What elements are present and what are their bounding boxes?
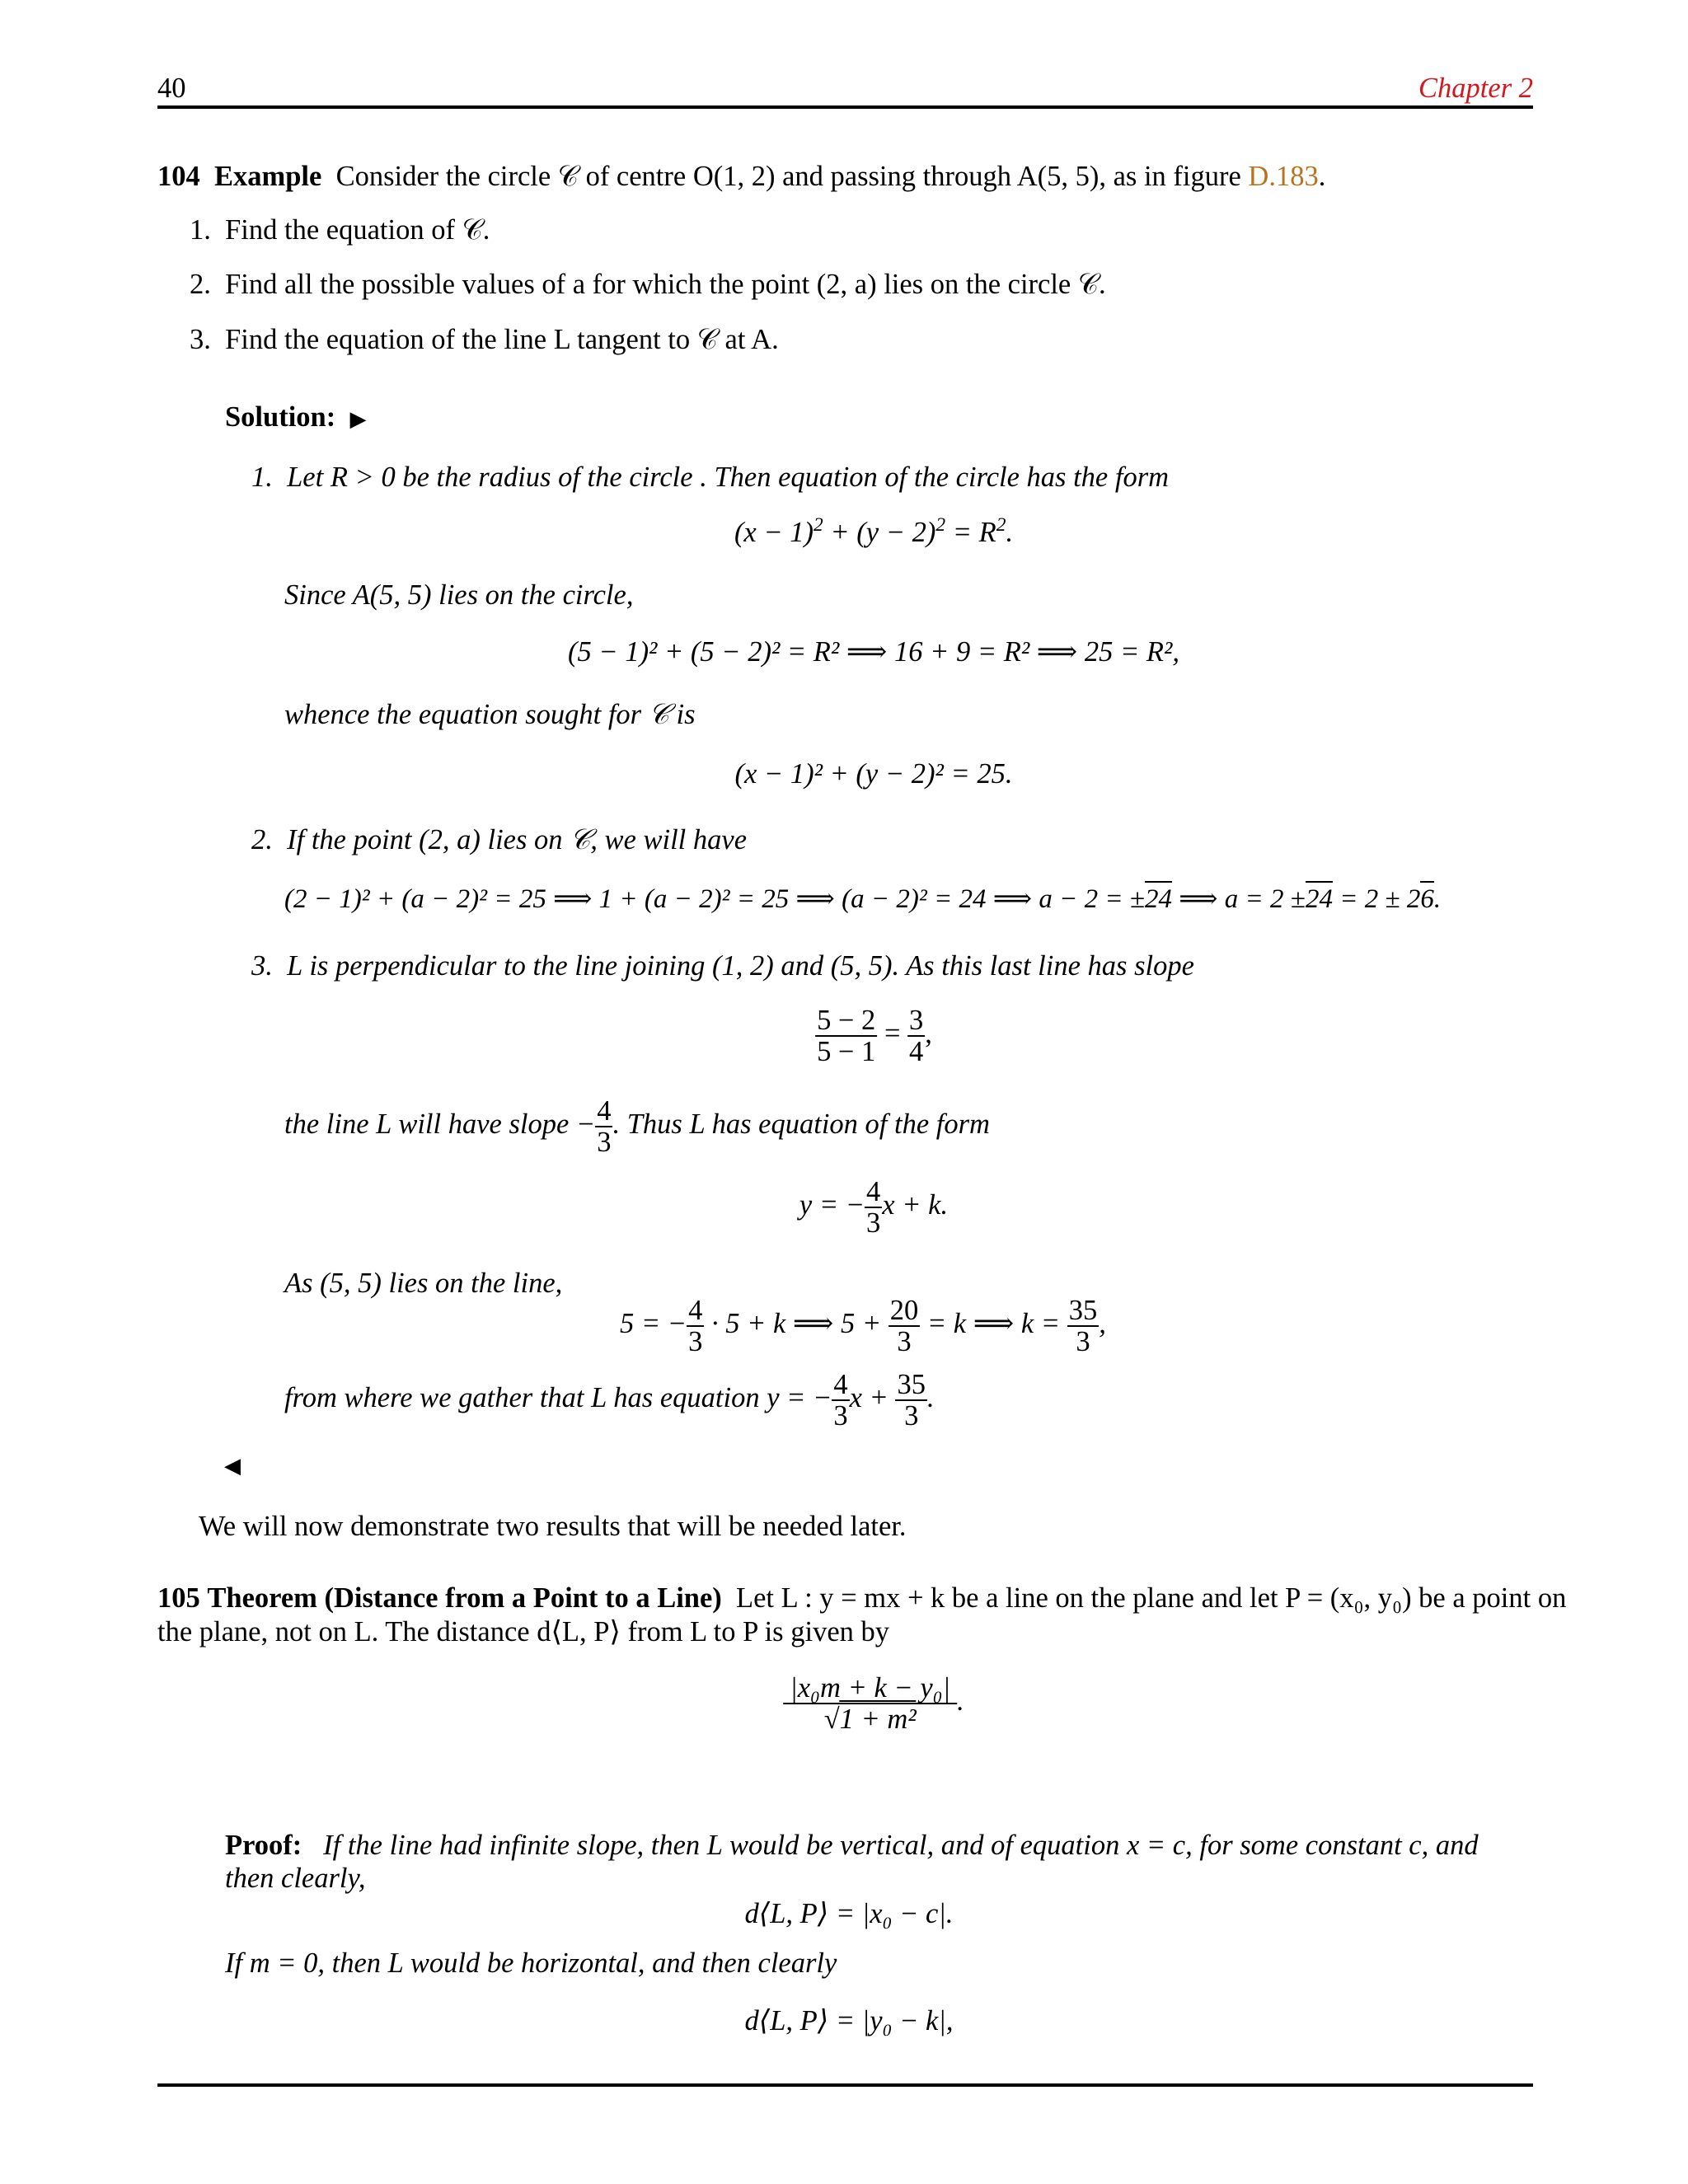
final-fraction-1 [832,1370,849,1431]
equation-a-values [284,884,1441,916]
eq-part: , [925,1018,932,1050]
solution-step-2: 2. If the point (2, a) lies on 𝒞, we will have [251,824,748,855]
theorem-text-line-2: the plane, not on L. The distance d⟨L, P⟩ from L to P is given by [157,1616,890,1647]
text-part: x + [849,1382,889,1414]
equation-circle-final: (x − 1)² + (y − 2)² = 25. [734,758,1013,790]
example-number: 104 [157,161,200,192]
item-number: 2. [190,269,211,300]
numerator: 4 [866,1176,881,1207]
eq-part: (x − 1) [734,517,814,548]
eq-part: . [1433,884,1442,914]
solution-end-marker: ◀ [224,1454,241,1478]
numerator: |x₀m + k − y₀| [783,1673,957,1704]
since-text: Since A(5, 5) lies on the circle, [284,579,634,611]
whence-text: whence the equation sought for 𝒞 is [284,699,696,730]
example-item-2 [190,269,1106,302]
denominator: 3 [1076,1326,1090,1358]
eq-part: = k ⟹ k = [926,1308,1061,1340]
calc-fraction-3 [1067,1296,1100,1357]
solution-start-marker: ▶ [349,407,367,431]
eq-part: 5 = − [620,1308,687,1340]
final-equation-text [284,1370,935,1431]
eq-part: ⟹ a = 2 ± [1171,884,1306,914]
equation-line-form [799,1177,948,1238]
item-text: Find the equation of 𝒞. [225,214,490,246]
numerator: 4 [833,1369,848,1400]
solution-label: Solution: [225,401,336,433]
text-part: . Thus L has equation of the form [612,1108,990,1141]
solution-step-1: 1. Let R > 0 be the radius of the circle . Then equation of the circle has the form [251,462,1170,493]
footer-rule [157,2083,1533,2087]
eq-part: + (y − 2) [823,517,936,548]
numerator: 5 − 2 [817,1005,876,1036]
denominator [783,1704,957,1734]
item-number: 1. [190,214,211,246]
eq-part: , [1099,1308,1106,1340]
as-point-text: As (5, 5) lies on the line, [284,1268,563,1299]
final-fraction-2 [895,1370,927,1431]
denominator: 3 [904,1400,919,1432]
perp-fraction [595,1096,612,1157]
eq-part: (2 − 1)² + (a − 2)² = 25 ⟹ 1 + (a − 2)² = 25 ⟹ (a − 2)² = 24 ⟹ a − 2 = ± [284,884,1145,914]
slope-result-fraction [907,1005,925,1066]
step-text: Let R > 0 be the radius of the circle . Then equation of the circle has the form [287,462,1170,493]
proof-line-2: then clearly, [225,1863,366,1894]
eq-part: x + k. [882,1189,949,1221]
item-number: 3. [190,324,211,355]
slope-fraction [815,1005,877,1066]
distance-formula [783,1673,964,1734]
distance-fraction [783,1673,957,1734]
theorem-text-line: Let L : y = mx + k be a line on the plane and let P = (x₀, y₀) be a point on [736,1582,1567,1614]
proof-label: Proof: [225,1830,302,1861]
text-part: the line L will have slope − [284,1108,596,1141]
step-text: If the point (2, a) lies on 𝒞, we will have [287,824,748,855]
denominator: 3 [866,1207,881,1240]
eq-part: y = − [799,1189,865,1221]
eq-part: . [957,1685,964,1718]
text-part: . [926,1382,935,1414]
theorem-title: Theorem (Distance from a Point to a Line) [207,1582,722,1614]
calc-fraction-2 [889,1296,921,1357]
solution-step-3: 3. L is perpendicular to the line joining (1, 2) and (5, 5). As this last line has slope [251,950,1194,982]
chapter-link[interactable]: Chapter 2 [1418,73,1533,104]
equation-radius: (5 − 1)² + (5 − 2)² = R² ⟹ 16 + 9 = R² ⟹ 25 = R², [568,636,1179,668]
eq-part: = R [945,517,996,548]
equation-slope [815,1005,932,1066]
denominator: 5 − 1 [817,1036,876,1068]
example-label: Example [214,161,322,192]
sqrt-part: 6 [1420,881,1434,914]
example-heading: 104 Example Consider the circle 𝒞 of centre O(1, 2) and passing through A(5, 5), as in figure D.183. [157,161,1326,192]
eq-part: = 2 ± 2 [1332,884,1421,914]
theorem-number: 105 [157,1582,200,1614]
example-item-3 [190,324,779,357]
eq-part: · 5 + k ⟹ 5 + [710,1308,882,1340]
equation-k-calc [620,1296,1106,1357]
sqrt-symbol: √ [823,1704,840,1736]
numerator: 4 [688,1295,703,1326]
numerator: 3 [909,1005,924,1036]
proof-line-1 [225,1830,1479,1863]
sqrt-part: 24 [1145,881,1172,914]
step-text: L is perpendicular to the line joining (1, 2) and (5, 5). As this last line has slope [287,950,1194,982]
item-text: Find all the possible values of a for which the point (2, a) lies on the circle 𝒞. [225,269,1106,300]
proof-equation-vertical: d⟨L, P⟩ = |x₀ − c|. [744,1898,954,1929]
equation-circle-general: $(x - 1)^2 + (y - 2)^2 = R^2$. [734,514,1014,548]
text-part: from where we gather that L has equation y = − [284,1382,832,1414]
theorem-heading [157,1582,1566,1615]
solution-heading [225,401,366,434]
denominator: 3 [897,1326,912,1358]
example-intro: Consider the circle 𝒞 of centre O(1, 2) and passing through A(5, 5), as in figure [335,161,1241,192]
denominator: 3 [833,1400,848,1432]
calc-fraction-1 [687,1296,704,1357]
sqrt-part: 24 [1306,881,1333,914]
page-number: 40 [157,73,186,104]
numerator: 35 [897,1369,926,1400]
proof-line-3: If m = 0, then L would be horizontal, and then clearly [225,1947,837,1979]
figure-reference-link[interactable]: D.183 [1248,161,1319,192]
eq-part: = [884,1018,901,1050]
denominator: 4 [909,1036,924,1068]
header-rule [157,105,1533,109]
numerator: 20 [889,1295,919,1326]
transition-text: We will now demonstrate two results that will be needed later. [199,1511,907,1542]
proof-text: If the line had infinite slope, then L would be vertical, and of equation x = c, for some constant c, and [323,1830,1479,1861]
denominator: 3 [597,1127,612,1159]
perpendicular-slope-text [284,1096,990,1157]
item-text: Find the equation of the line L tangent to 𝒞 at A. [225,324,779,355]
example-item-1 [190,214,490,247]
numerator: 4 [597,1095,612,1127]
form-fraction [865,1177,882,1238]
numerator: 35 [1068,1295,1098,1326]
proof-equation-horizontal: d⟨L, P⟩ = |y₀ − k|, [744,2005,954,2036]
sqrt-part: 1 + m² [840,1700,917,1735]
denominator: 3 [688,1326,703,1358]
eq-part: . [1006,517,1014,548]
